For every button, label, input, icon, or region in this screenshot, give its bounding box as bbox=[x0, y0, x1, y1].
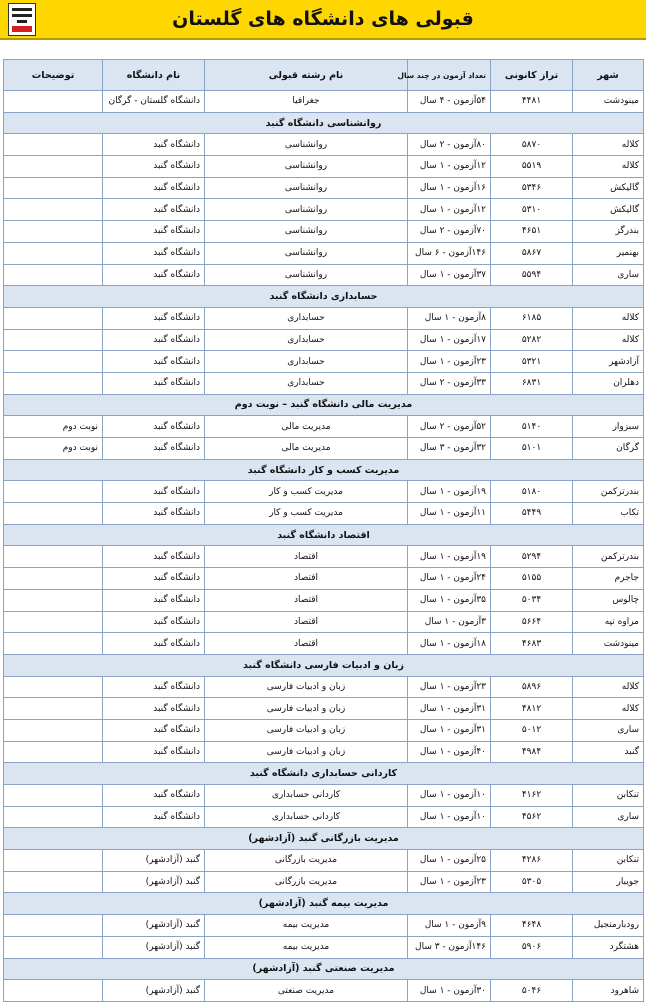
cell-exams: ۱۸آزمون - ۱ سال bbox=[408, 633, 491, 655]
cell-city: جاجرم bbox=[573, 568, 644, 590]
table-row bbox=[4, 850, 644, 872]
cell-exams: ۱۰آزمون - ۱ سال bbox=[408, 806, 491, 828]
cell-score: ۵۲۸۲ bbox=[491, 329, 573, 351]
cell-city: بهنمیر bbox=[573, 242, 644, 264]
cell-city: گالیکش bbox=[573, 199, 644, 221]
cell-score: ۵۰۴۶ bbox=[491, 980, 573, 1002]
cell-major: روانشناسی bbox=[205, 156, 408, 178]
cell-score: ۴۶۵۱ bbox=[491, 221, 573, 243]
cell-exams: ۲۵آزمون - ۱ سال bbox=[408, 850, 491, 872]
cell-university: دانشگاه گنبد bbox=[103, 242, 205, 264]
cell-city: شاهرود bbox=[573, 980, 644, 1002]
cell-notes bbox=[4, 372, 103, 394]
cell-university: دانشگاه گنبد bbox=[103, 221, 205, 243]
table-row bbox=[4, 698, 644, 720]
cell-score: ۴۵۶۲ bbox=[491, 806, 573, 828]
cell-notes bbox=[4, 329, 103, 351]
cell-exams: ۱۲آزمون - ۱ سال bbox=[408, 156, 491, 178]
cell-notes: نوبت دوم bbox=[4, 438, 103, 460]
cell-exams: ۲۴آزمون - ۱ سال bbox=[408, 568, 491, 590]
cell-notes bbox=[4, 177, 103, 199]
table-row bbox=[4, 871, 644, 893]
table-row bbox=[4, 177, 644, 199]
section-header-row bbox=[4, 654, 644, 676]
cell-exams: ۳۵آزمون - ۱ سال bbox=[408, 589, 491, 611]
cell-score: ۵۶۶۴ bbox=[491, 611, 573, 633]
cell-score: ۴۶۴۸ bbox=[491, 915, 573, 937]
cell-major: اقتصاد bbox=[205, 611, 408, 633]
section-title: اقتصاد دانشگاه گنبد bbox=[4, 524, 644, 546]
cell-exams: ۱۶آزمون - ۱ سال bbox=[408, 177, 491, 199]
table-row bbox=[4, 242, 644, 264]
cell-city: تنکابن bbox=[573, 785, 644, 807]
cell-major: زبان و ادبیات فارسی bbox=[205, 698, 408, 720]
cell-university: دانشگاه گنبد bbox=[103, 481, 205, 503]
cell-score: ۴۶۸۳ bbox=[491, 633, 573, 655]
cell-score: ۵۰۳۴ bbox=[491, 589, 573, 611]
table-row bbox=[4, 633, 644, 655]
table-row bbox=[4, 156, 644, 178]
cell-exams: ۳۲آزمون - ۳ سال bbox=[408, 438, 491, 460]
cell-major: اقتصاد bbox=[205, 546, 408, 568]
table-row bbox=[4, 307, 644, 329]
cell-city: آزادشهر bbox=[573, 351, 644, 373]
cell-notes bbox=[4, 850, 103, 872]
cell-university: دانشگاه گنبد bbox=[103, 676, 205, 698]
cell-exams: ۹آزمون - ۱ سال bbox=[408, 915, 491, 937]
cell-score: ۵۳۱۰ bbox=[491, 199, 573, 221]
cell-score: ۵۳۴۶ bbox=[491, 177, 573, 199]
cell-city: کلاله bbox=[573, 307, 644, 329]
table-row bbox=[4, 438, 644, 460]
table-row bbox=[4, 199, 644, 221]
page-title: قبولی های دانشگاه های گلستان bbox=[172, 8, 474, 30]
cell-city: سبزوار bbox=[573, 416, 644, 438]
section-title: مدیریت کسب و کار دانشگاه گنبد bbox=[4, 459, 644, 481]
cell-exams: ۳آزمون - ۱ سال bbox=[408, 611, 491, 633]
cell-major: روانشناسی bbox=[205, 199, 408, 221]
cell-score: ۴۱۶۲ bbox=[491, 785, 573, 807]
cell-score: ۵۴۴۹ bbox=[491, 503, 573, 525]
cell-city: بندرگز bbox=[573, 221, 644, 243]
section-title: مدیریت بازرگانی گنبد (آزادشهر) bbox=[4, 828, 644, 850]
table-row bbox=[4, 481, 644, 503]
cell-major: مدیریت بیمه bbox=[205, 936, 408, 958]
table-row bbox=[4, 611, 644, 633]
cell-university: گنبد (آزادشهر) bbox=[103, 915, 205, 937]
table-row bbox=[4, 416, 644, 438]
table-row bbox=[4, 351, 644, 373]
cell-exams: ۲۳آزمون - ۱ سال bbox=[408, 676, 491, 698]
cell-major: مدیریت کسب و کار bbox=[205, 503, 408, 525]
cell-score: ۵۱۵۵ bbox=[491, 568, 573, 590]
cell-score: ۵۹۰۶ bbox=[491, 936, 573, 958]
cell-notes: نوبت دوم bbox=[4, 416, 103, 438]
cell-score: ۴۴۸۱ bbox=[491, 91, 573, 113]
cell-major: زبان و ادبیات فارسی bbox=[205, 719, 408, 741]
cell-university: دانشگاه گنبد bbox=[103, 546, 205, 568]
cell-notes bbox=[4, 351, 103, 373]
cell-city: مینودشت bbox=[573, 91, 644, 113]
cell-university: دانشگاه گنبد bbox=[103, 785, 205, 807]
cell-exams: ۲۳آزمون - ۱ سال bbox=[408, 871, 491, 893]
section-header-row bbox=[4, 394, 644, 416]
cell-city: بندرترکمن bbox=[573, 546, 644, 568]
cell-city: جویبار bbox=[573, 871, 644, 893]
cell-major: کاردانی حسابداری bbox=[205, 806, 408, 828]
cell-notes bbox=[4, 503, 103, 525]
column-header-score: تراز کانونی bbox=[491, 60, 573, 91]
cell-major: جغرافیا bbox=[205, 91, 408, 113]
cell-city: مینودشت bbox=[573, 633, 644, 655]
cell-major: مدیریت صنعتی bbox=[205, 980, 408, 1002]
cell-university: گنبد (آزادشهر) bbox=[103, 980, 205, 1002]
cell-city: چالوس bbox=[573, 589, 644, 611]
cell-score: ۶۸۳۱ bbox=[491, 372, 573, 394]
cell-notes bbox=[4, 611, 103, 633]
cell-university: دانشگاه گنبد bbox=[103, 329, 205, 351]
cell-notes bbox=[4, 156, 103, 178]
cell-city: تنکابن bbox=[573, 850, 644, 872]
table-row bbox=[4, 264, 644, 286]
table-row bbox=[4, 372, 644, 394]
cell-city: مراوه تپه bbox=[573, 611, 644, 633]
table-row bbox=[4, 221, 644, 243]
cell-university: دانشگاه گنبد bbox=[103, 134, 205, 156]
cell-major: روانشناسی bbox=[205, 221, 408, 243]
column-header-university: نام دانشگاه bbox=[103, 60, 205, 91]
cell-notes bbox=[4, 307, 103, 329]
cell-university: دانشگاه گنبد bbox=[103, 438, 205, 460]
cell-university: دانشگاه گنبد bbox=[103, 156, 205, 178]
cell-notes bbox=[4, 980, 103, 1002]
cell-major: اقتصاد bbox=[205, 589, 408, 611]
cell-exams: ۳۰آزمون - ۱ سال bbox=[408, 980, 491, 1002]
cell-exams: ۳۳آزمون - ۲ سال bbox=[408, 372, 491, 394]
cell-university: دانشگاه گنبد bbox=[103, 264, 205, 286]
cell-university: دانشگاه گنبد bbox=[103, 719, 205, 741]
column-header-notes: توضیحات bbox=[4, 60, 103, 91]
section-header-row bbox=[4, 828, 644, 850]
table-row bbox=[4, 936, 644, 958]
cell-major: اقتصاد bbox=[205, 633, 408, 655]
cell-exams: ۱۹آزمون - ۱ سال bbox=[408, 546, 491, 568]
cell-score: ۵۰۱۲ bbox=[491, 719, 573, 741]
cell-city: هشتگرد bbox=[573, 936, 644, 958]
cell-exams: ۱۱آزمون - ۱ سال bbox=[408, 503, 491, 525]
cell-major: حسابداری bbox=[205, 329, 408, 351]
cell-notes bbox=[4, 568, 103, 590]
cell-exams: ۱۴۶آزمون - ۳ سال bbox=[408, 936, 491, 958]
cell-score: ۵۵۹۴ bbox=[491, 264, 573, 286]
section-header-row bbox=[4, 958, 644, 980]
cell-university: دانشگاه گنبد bbox=[103, 698, 205, 720]
section-header-row bbox=[4, 112, 644, 134]
section-title: مدیریت مالی دانشگاه گنبد – نوبت دوم bbox=[4, 394, 644, 416]
cell-major: مدیریت بازرگانی bbox=[205, 871, 408, 893]
table-row bbox=[4, 589, 644, 611]
cell-exams: ۷۰آزمون - ۲ سال bbox=[408, 221, 491, 243]
cell-notes bbox=[4, 221, 103, 243]
table-row bbox=[4, 785, 644, 807]
header-row bbox=[4, 60, 644, 91]
cell-university: دانشگاه گنبد bbox=[103, 416, 205, 438]
cell-notes bbox=[4, 741, 103, 763]
cell-university: دانشگاه گنبد bbox=[103, 199, 205, 221]
cell-university: دانشگاه گلستان - گرگان bbox=[103, 91, 205, 113]
cell-exams: ۳۷آزمون - ۱ سال bbox=[408, 264, 491, 286]
cell-notes bbox=[4, 481, 103, 503]
cell-city: کلاله bbox=[573, 676, 644, 698]
section-title: روانشناسی دانشگاه گنبد bbox=[4, 112, 644, 134]
cell-university: دانشگاه گنبد bbox=[103, 503, 205, 525]
cell-notes bbox=[4, 589, 103, 611]
cell-notes bbox=[4, 264, 103, 286]
cell-city: کلاله bbox=[573, 329, 644, 351]
cell-score: ۵۳۰۵ bbox=[491, 871, 573, 893]
cell-exams: ۸۰آزمون - ۲ سال bbox=[408, 134, 491, 156]
cell-university: گنبد (آزادشهر) bbox=[103, 936, 205, 958]
section-title: حسابداری دانشگاه گنبد bbox=[4, 286, 644, 308]
section-title: مدیریت بیمه گنبد (آزادشهر) bbox=[4, 893, 644, 915]
cell-exams: ۴۰آزمون - ۱ سال bbox=[408, 741, 491, 763]
cell-score: ۴۸۱۲ bbox=[491, 698, 573, 720]
section-title: کاردانی حسابداری دانشگاه گنبد bbox=[4, 763, 644, 785]
cell-score: ۵۱۴۰ bbox=[491, 416, 573, 438]
table-row bbox=[4, 134, 644, 156]
cell-city: ساری bbox=[573, 806, 644, 828]
cell-score: ۵۵۱۹ bbox=[491, 156, 573, 178]
cell-major: کاردانی حسابداری bbox=[205, 785, 408, 807]
cell-city: رودبارمنجیل bbox=[573, 915, 644, 937]
section-header-row bbox=[4, 893, 644, 915]
cell-notes bbox=[4, 915, 103, 937]
table-row bbox=[4, 676, 644, 698]
cell-university: دانشگاه گنبد bbox=[103, 741, 205, 763]
cell-city: گنبد bbox=[573, 741, 644, 763]
cell-university: دانشگاه گنبد bbox=[103, 372, 205, 394]
cell-score: ۵۱۸۰ bbox=[491, 481, 573, 503]
table-row bbox=[4, 915, 644, 937]
cell-university: دانشگاه گنبد bbox=[103, 806, 205, 828]
cell-exams: ۱۷آزمون - ۱ سال bbox=[408, 329, 491, 351]
cell-city: گالیکش bbox=[573, 177, 644, 199]
cell-score: ۴۲۸۶ bbox=[491, 850, 573, 872]
section-header-row bbox=[4, 459, 644, 481]
cell-city: گرگان bbox=[573, 438, 644, 460]
cell-exams: ۱۲آزمون - ۱ سال bbox=[408, 199, 491, 221]
cell-city: تکاب bbox=[573, 503, 644, 525]
cell-exams: ۵۴آزمون - ۴ سال bbox=[408, 91, 491, 113]
cell-university: دانشگاه گنبد bbox=[103, 307, 205, 329]
cell-city: ساری bbox=[573, 264, 644, 286]
cell-exams: ۱۰آزمون - ۱ سال bbox=[408, 785, 491, 807]
column-header-exams: تعداد آزمون در چند سال bbox=[408, 60, 491, 91]
title-banner bbox=[0, 0, 646, 40]
cell-notes bbox=[4, 242, 103, 264]
cell-notes bbox=[4, 719, 103, 741]
cell-exams: ۸آزمون - ۱ سال bbox=[408, 307, 491, 329]
cell-major: اقتصاد bbox=[205, 568, 408, 590]
cell-major: زبان و ادبیات فارسی bbox=[205, 741, 408, 763]
cell-score: ۵۸۷۰ bbox=[491, 134, 573, 156]
table-row bbox=[4, 503, 644, 525]
cell-exams: ۵۲آزمون - ۲ سال bbox=[408, 416, 491, 438]
table-body bbox=[4, 91, 644, 1002]
cell-score: ۵۸۶۷ bbox=[491, 242, 573, 264]
cell-notes bbox=[4, 806, 103, 828]
cell-major: روانشناسی bbox=[205, 134, 408, 156]
table-row bbox=[4, 719, 644, 741]
cell-notes bbox=[4, 676, 103, 698]
cell-major: مدیریت کسب و کار bbox=[205, 481, 408, 503]
cell-university: دانشگاه گنبد bbox=[103, 351, 205, 373]
cell-notes bbox=[4, 134, 103, 156]
cell-score: ۴۹۸۴ bbox=[491, 741, 573, 763]
table-row bbox=[4, 980, 644, 1002]
cell-university: گنبد (آزادشهر) bbox=[103, 871, 205, 893]
table-row bbox=[4, 329, 644, 351]
cell-score: ۶۱۸۵ bbox=[491, 307, 573, 329]
cell-major: مدیریت مالی bbox=[205, 438, 408, 460]
column-header-city: شهر bbox=[573, 60, 644, 91]
section-header-row bbox=[4, 286, 644, 308]
column-header-major: نام رشته قبولی bbox=[205, 60, 408, 91]
cell-major: زبان و ادبیات فارسی bbox=[205, 676, 408, 698]
cell-notes bbox=[4, 936, 103, 958]
cell-score: ۵۳۲۱ bbox=[491, 351, 573, 373]
cell-major: مدیریت بیمه bbox=[205, 915, 408, 937]
cell-major: مدیریت مالی bbox=[205, 416, 408, 438]
section-title: مدیریت صنعتی گنبد (آزادشهر) bbox=[4, 958, 644, 980]
table-row bbox=[4, 546, 644, 568]
cell-university: دانشگاه گنبد bbox=[103, 589, 205, 611]
cell-notes bbox=[4, 546, 103, 568]
cell-city: دهلران bbox=[573, 372, 644, 394]
cell-university: دانشگاه گنبد bbox=[103, 611, 205, 633]
cell-city: ساری bbox=[573, 719, 644, 741]
cell-city: کلاله bbox=[573, 698, 644, 720]
table-row bbox=[4, 806, 644, 828]
cell-notes bbox=[4, 633, 103, 655]
cell-city: کلاله bbox=[573, 156, 644, 178]
cell-major: روانشناسی bbox=[205, 264, 408, 286]
cell-major: مدیریت بازرگانی bbox=[205, 850, 408, 872]
cell-city: کلاله bbox=[573, 134, 644, 156]
table-row bbox=[4, 568, 644, 590]
cell-notes bbox=[4, 785, 103, 807]
admissions-table bbox=[3, 59, 644, 1002]
cell-notes bbox=[4, 871, 103, 893]
cell-score: ۵۲۹۴ bbox=[491, 546, 573, 568]
cell-exams: ۲۳آزمون - ۱ سال bbox=[408, 351, 491, 373]
cell-major: روانشناسی bbox=[205, 177, 408, 199]
cell-exams: ۳۱آزمون - ۱ سال bbox=[408, 719, 491, 741]
cell-university: دانشگاه گنبد bbox=[103, 177, 205, 199]
section-title: زبان و ادبیات فارسی دانشگاه گنبد bbox=[4, 654, 644, 676]
cell-score: ۵۱۰۱ bbox=[491, 438, 573, 460]
cell-score: ۵۸۹۶ bbox=[491, 676, 573, 698]
table-row bbox=[4, 741, 644, 763]
cell-exams: ۳۱آزمون - ۱ سال bbox=[408, 698, 491, 720]
cell-notes bbox=[4, 199, 103, 221]
cell-city: بندرترکمن bbox=[573, 481, 644, 503]
cell-university: گنبد (آزادشهر) bbox=[103, 850, 205, 872]
cell-major: حسابداری bbox=[205, 351, 408, 373]
cell-notes bbox=[4, 698, 103, 720]
table-row bbox=[4, 91, 644, 113]
cell-major: حسابداری bbox=[205, 307, 408, 329]
section-header-row bbox=[4, 524, 644, 546]
cell-major: روانشناسی bbox=[205, 242, 408, 264]
cell-university: دانشگاه گنبد bbox=[103, 568, 205, 590]
cell-exams: ۱۹آزمون - ۱ سال bbox=[408, 481, 491, 503]
section-header-row bbox=[4, 763, 644, 785]
cell-major: حسابداری bbox=[205, 372, 408, 394]
cell-exams: ۱۴۶آزمون - ۶ سال bbox=[408, 242, 491, 264]
cell-notes bbox=[4, 91, 103, 113]
cell-university: دانشگاه گنبد bbox=[103, 633, 205, 655]
